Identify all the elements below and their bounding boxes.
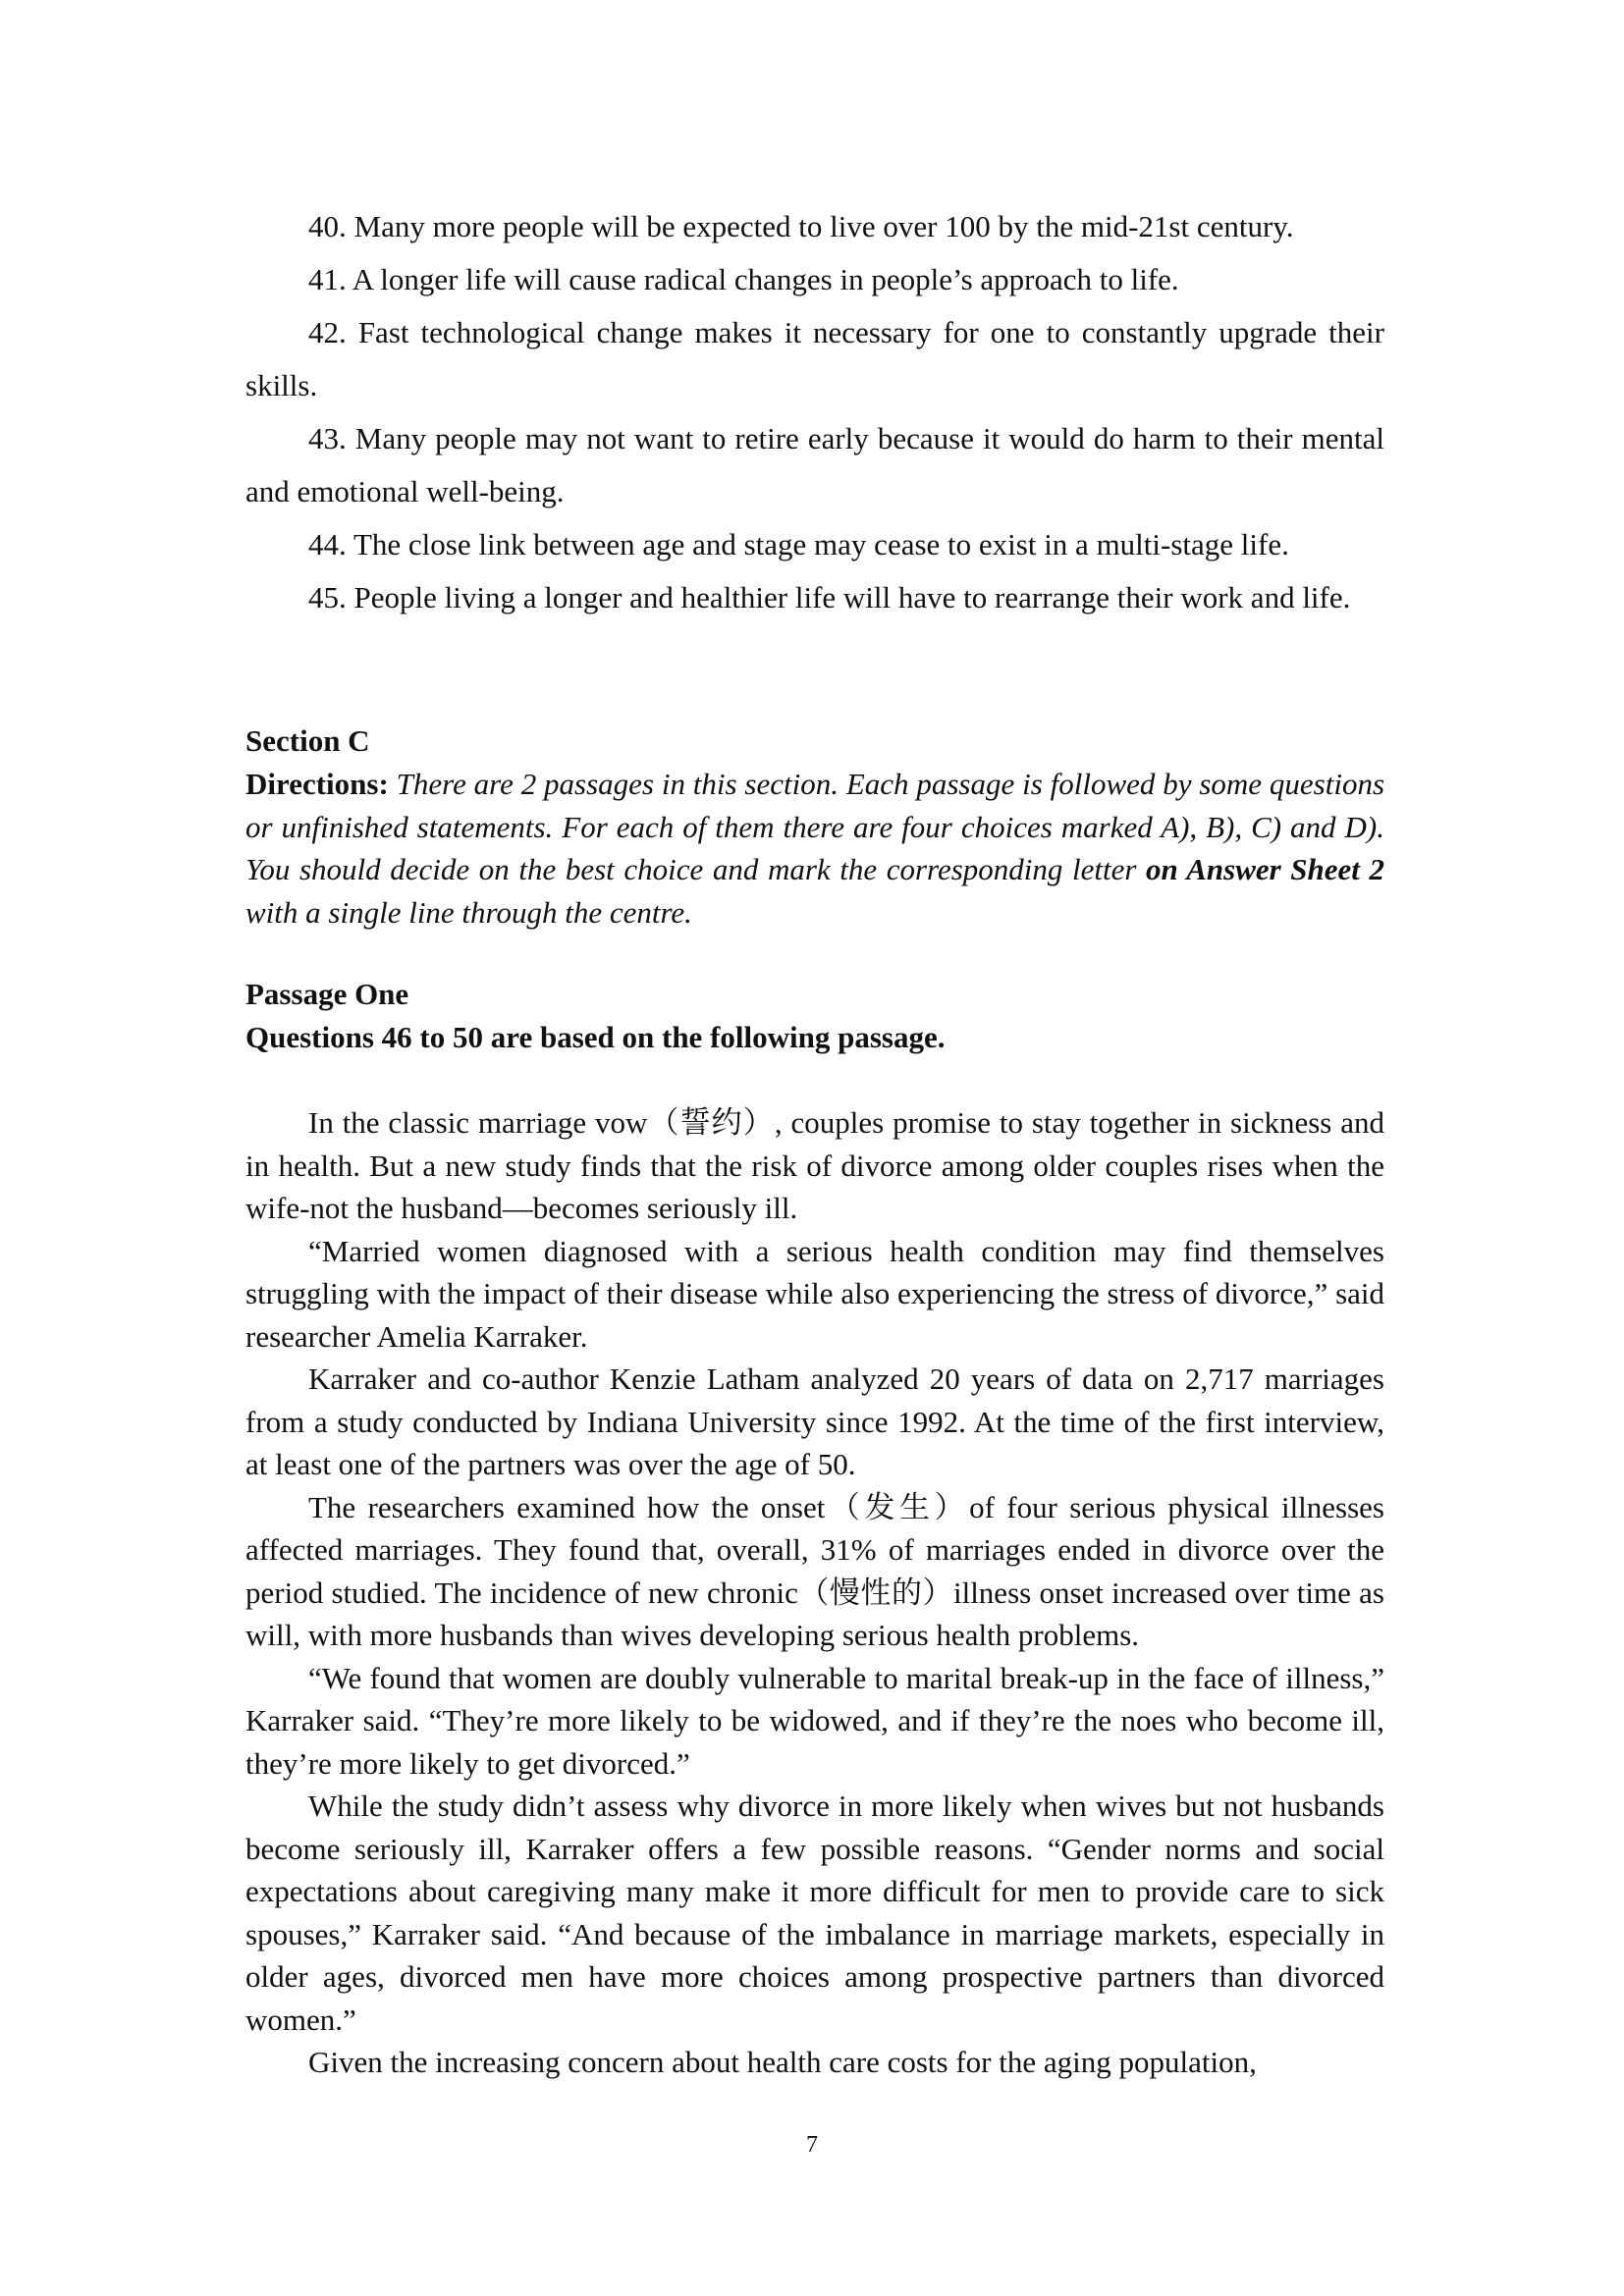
statement-40: 40. Many more people will be expected to live over 100 by the mid-21st century. — [308, 209, 1294, 243]
passage-paragraph: Karraker and co-author Kenzie Latham analyzed 20 years of data on 2,717 marriages from a study conducted by Indiana University since 1992. At the time of the first interview, at least one of the partners was over the age of 50. — [245, 1362, 1384, 1481]
section-title: Section C — [245, 723, 370, 758]
passage-questions: Questions 46 to 50 are based on the following passage. — [245, 1020, 946, 1054]
passage-paragraph: In the classic marriage vow（誓约）, couples promise to stay together in sickness and in health. But a new study finds that the risk of divorce among older couples rises when the wife-not the husband—becomes seriously ill. — [245, 1105, 1384, 1225]
statement-44: 44. The close link between age and stage may cease to exist in a multi-stage life. — [308, 527, 1289, 561]
passage-paragraph: “We found that women are doubly vulnerable to marital break-up in the face of illness,” Karraker said. “They’re more likely to be widowed, and if they’re the noes who become ill, they’re more likely to get divorced.” — [245, 1660, 1384, 1781]
passage-paragraph: Given the increasing concern about health care costs for the aging population, — [308, 2045, 1257, 2079]
page-number: 7 — [806, 2132, 818, 2158]
passage-paragraph: “Married women diagnosed with a serious health condition may find themselves struggling with the impact of their disease while also experiencing the stress of divorce,” said researcher Amelia Karraker. — [245, 1233, 1384, 1354]
passage-paragraph: The researchers examined how the onset（发生）of four serious physical illnesses affected marriages. They found that, overall, 31% of marriages ended in divorce over the period studied. The incidence of new chronic（慢性的）illness onset increased over time as will, with more husbands than wives developing serious health problems. — [245, 1489, 1385, 1652]
statement-43: 43. Many people may not want to retire early because it would do harm to their mental and emotional well-being. — [245, 421, 1384, 508]
statement-41: 41. A longer life will cause radical changes in people’s approach to life. — [308, 262, 1179, 296]
directions-text: There are 2 passages in this section. Each passage is followed by some questions or unfinished statements. For each of them there are four choices marked A), B), C) and D). You should decide on the best choice and mark the corresponding letter — [245, 767, 1385, 886]
statement-42: 42. Fast technological change makes it necessary for one to constantly upgrade their skills. — [245, 315, 1384, 402]
passage-body — [245, 1101, 1384, 2084]
directions-answer-sheet: on Answer Sheet 2 — [1146, 852, 1385, 886]
statement-45: 45. People living a longer and healthier life will have to rearrange their work and life. — [308, 580, 1351, 614]
directions-label: Directions: — [245, 767, 389, 801]
statements-list — [245, 200, 1384, 624]
directions-tail: with a single line through the centre. — [245, 894, 692, 930]
passage-title: Passage One — [245, 977, 409, 1011]
directions — [245, 763, 1384, 934]
passage-paragraph: While the study didn’t assess why divorce in more likely when wives but not husbands become seriously ill, Karraker offers a few possible reasons. “Gender norms and social expectations about caregiving many make it more difficult for men to provide care to sick spouses,” Karraker said. “And because of the imbalance in marriage markets, especially in older ages, divorced men have more choices among prospective partners than divorced women.” — [245, 1789, 1384, 2037]
